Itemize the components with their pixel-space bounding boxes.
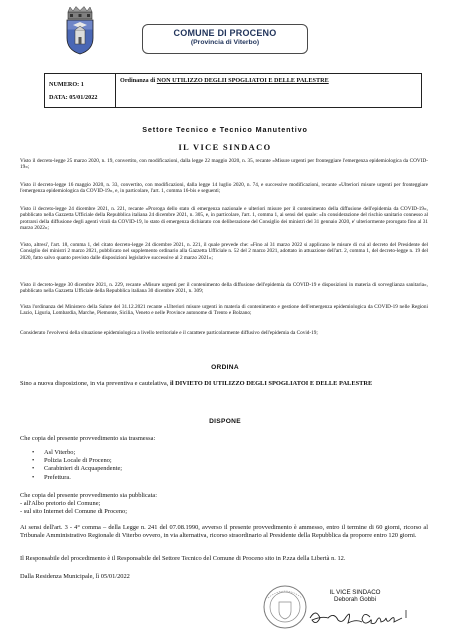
recipients-list bbox=[32, 449, 122, 482]
ordinance-number-date bbox=[45, 74, 116, 108]
closing-line: Dalla Residenza Municipale, lì 05/01/2022 bbox=[20, 573, 130, 580]
department-heading: Settore Tecnico e Tecnico Manutentivo bbox=[142, 125, 308, 134]
ordina-heading: ORDINA bbox=[211, 364, 239, 371]
dispone-heading: DISPONE bbox=[209, 418, 241, 425]
signature-block bbox=[300, 589, 410, 603]
ordinance-date: DATA: 05/01/2022 bbox=[49, 93, 98, 101]
ordina-prohibition: il DIVIETO DI UTILIZZO DEGLI SPOGLIATOI E DELLE PALESTRE bbox=[169, 380, 373, 387]
publish-item: - all'Albo pretorio del Comune; bbox=[20, 500, 101, 507]
ordinance-subject: NON UTILIZZO DEGLII SPOGLIATOI E DELLE PALESTRE bbox=[156, 77, 329, 84]
ordina-paragraph bbox=[20, 380, 428, 388]
list-item: • Asl Viterbo; bbox=[32, 449, 122, 457]
premise-paragraph: Visto il decreto-legge 16 maggio 2020, n. 33, convertito, con modificazioni, dalla legge 14 luglio 2020, n. 74, e successive modificazioni, recante «Ulteriori misure urgenti per fronteggiare l'emergenza epidemiologica da COVID-19», e, in particolare, l'art. 1, comma 16-bis e seguenti; bbox=[20, 182, 428, 195]
ordinance-number: NUMERO: 1 bbox=[49, 80, 84, 88]
premise-paragraph: Visto il decreto-legge 30 dicembre 2021, n. 229, recante «Misure urgenti per il contenimento della diffusione dell'epidemia da COVID-19 e disposizioni in materia di sorveglianza sanitaria», pubblicato nella Gazzetta Ufficiale della Repubblica italiana 30 dicembre 2021, n. 309; bbox=[20, 282, 428, 295]
list-item: • Polizia Locale di Proceno; bbox=[32, 457, 122, 465]
municipality-name: COMUNE DI PROCENO bbox=[173, 28, 277, 38]
signatory-title: IL VICE SINDACO bbox=[329, 589, 381, 596]
ordinance-reference-table bbox=[44, 73, 422, 108]
premise-paragraph: Considerato l'evolversi della situazione epidemiologica a livello territoriale e il carattere particolarmente diffusivo dell'epidemia da Covid-19; bbox=[20, 330, 318, 336]
municipal-crest-icon bbox=[63, 6, 97, 56]
municipality-header-box bbox=[142, 24, 308, 54]
province-name: (Provincia di Viterbo) bbox=[190, 39, 260, 46]
responsible-paragraph: Il Responsabile del procedimento è il Responsabile del Settore Tecnico del Comune di Proceno sito in P.zza della Libertà n. 12. bbox=[20, 555, 346, 562]
ordinance-subject-prefix: Ordinanza di bbox=[120, 77, 157, 84]
premise-paragraph: Visto il decreto-legge 25 marzo 2020, n. 19, convertito, con modificazioni, dalla legge 22 maggio 2020, n. 35, recante «Misure urgenti per fronteggiare l'emergenza epidemiologica da COVID-19»; bbox=[20, 158, 428, 171]
premise-paragraph: Vista l'ordinanza del Ministero della Salute del 31.12.2021 recante «Ulteriori misure urgenti in materia di contenimento e gestione dell'emergenza epidemiologica da COVID-19 nelle Regioni Lazio, Liguria, Lombardia, Marche, Piemonte, Sicilia, Veneto e nelle Province autonome di Trento e Bolzano; bbox=[20, 304, 428, 317]
publish-item: - sul sito Internet del Comune di Proceno; bbox=[20, 508, 128, 515]
publish-intro: Che copia del presente provvedimento sia pubblicata: bbox=[20, 492, 157, 499]
list-item: • Carabinieri di Acquapendente; bbox=[32, 465, 122, 473]
transmit-intro: Che copia del presente provvedimento sia trasmessa: bbox=[20, 435, 156, 442]
list-item: • Prefettura. bbox=[32, 474, 122, 482]
appeal-paragraph: Ai sensi dell'art. 3 - 4° comma – della Legge n. 241 del 07.08.1990, avverso il presente provvedimento è ammesso, entro il termine di 60 giorni, ricorso al Tribunale Amministrativo Regionale di Viterbo ovvero, in via alternativa, ricorso straordinario al Presidente della Repubblica da proporre entro 120 giorni. bbox=[20, 524, 428, 539]
handwritten-signature-icon bbox=[304, 604, 414, 628]
premise-paragraph: Visto il decreto-legge 24 dicembre 2021, n. 221, recante «Proroga dello stato di emergenza nazionale e ulteriori misure per il contenimento della diffusione dell'epidemia da COVID-19», pubblicato nella Gazzetta Ufficiale della Repubblica italiana 24 dicembre 2021, n. 305, e, in particolare, l'art. 1, comma 1, ai sensi del quale: «In considerazione del rischio sanitario connesso al protrarsi della diffusione degli agenti virali da COVID-19, lo stato di emergenza dichiarato con deliberazione del Consiglio dei ministri del 31 gennaio 2020, e' ulteriormente prorogato fino al 31 marzo 2022»; bbox=[20, 206, 428, 232]
premise-paragraph: Visto, altresi', l'art. 18, comma 1, del citato decreto-legge 24 dicembre 2021, n. 221, il quale prevede che: «Fino al 31 marzo 2022 si applicano le misure di cui al decreto del Presidente del Consiglio dei ministri 2 marzo 2021, pubblicato nel supplemento ordinario alla Gazzetta Ufficiale n. 52 del 2 marzo 2021, adottato in attuazione dell'art. 2, comma 1, del decreto-legge n. 19 del 2020, fatto salvo quanto previsto dalle disposizioni legislative successive al 2 marzo 2021»; bbox=[20, 242, 428, 261]
ordinance-subject-cell bbox=[116, 74, 422, 108]
signatory-name: Deborah Gobbi bbox=[334, 596, 376, 604]
authority-heading: IL VICE SINDACO bbox=[178, 143, 272, 152]
ordina-text: Sino a nuova disposizione, in via preventiva e cautelativa, bbox=[20, 380, 170, 387]
